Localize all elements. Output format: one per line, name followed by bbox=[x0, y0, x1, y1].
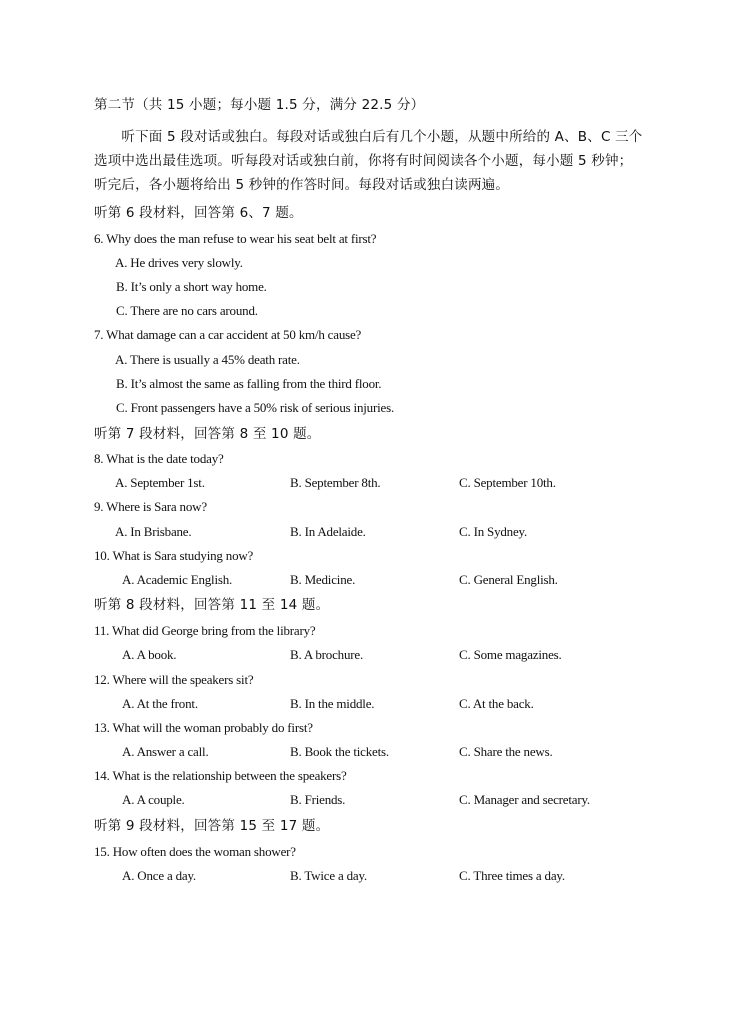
option-c: C. Three times a day. bbox=[459, 868, 565, 883]
option-b: B. A brochure. bbox=[290, 647, 364, 662]
group-label: 听第 9 段材料，回答第 15 至 17 题。 bbox=[94, 818, 330, 834]
option-c: C. There are no cars around. bbox=[116, 303, 258, 318]
option-a: A. In Brisbane. bbox=[115, 524, 192, 539]
option-c: C. Some magazines. bbox=[459, 647, 562, 662]
instruction-line-2: 选项中选出最佳选项。听每段对话或独白前，你将有时间阅读各个小题，每小题 5 秒钟； bbox=[94, 153, 633, 169]
option-c: C. September 10th. bbox=[459, 475, 556, 490]
question-stem: 12. Where will the speakers sit? bbox=[94, 672, 254, 687]
option-a: A. There is usually a 45% death rate. bbox=[115, 352, 300, 367]
option-b: B. In the middle. bbox=[290, 696, 375, 711]
option-b: B. Medicine. bbox=[290, 572, 356, 587]
question-stem: 7. What damage can a car accident at 50 km/h cause? bbox=[94, 327, 362, 342]
option-a: A. A book. bbox=[122, 647, 177, 662]
question-stem: 8. What is the date today? bbox=[94, 451, 224, 466]
question-stem: 6. Why does the man refuse to wear his seat belt at first? bbox=[94, 231, 377, 246]
group-label: 听第 7 段材料，回答第 8 至 10 题。 bbox=[94, 426, 321, 442]
option-b: B. Twice a day. bbox=[290, 868, 367, 883]
option-c: C. Manager and secretary. bbox=[459, 792, 590, 807]
question-stem: 11. What did George bring from the library? bbox=[94, 623, 316, 638]
question-stem: 9. Where is Sara now? bbox=[94, 499, 207, 514]
question-stem: 10. What is Sara studying now? bbox=[94, 548, 254, 563]
option-c: C. In Sydney. bbox=[459, 524, 528, 539]
option-a: A. A couple. bbox=[122, 792, 185, 807]
instruction-line-3: 听完后，各小题将给出 5 秒钟的作答时间。每段对话或独白读两遍。 bbox=[94, 177, 510, 193]
option-a: A. Academic English. bbox=[122, 572, 233, 587]
option-a: A. Once a day. bbox=[122, 868, 196, 883]
question-stem: 14. What is the relationship between the speakers? bbox=[94, 768, 347, 783]
question-stem: 13. What will the woman probably do first? bbox=[94, 720, 313, 735]
group-label: 听第 8 段材料，回答第 11 至 14 题。 bbox=[94, 597, 330, 613]
option-b: B. It’s only a short way home. bbox=[116, 279, 267, 294]
option-a: A. September 1st. bbox=[115, 475, 205, 490]
option-c: C. General English. bbox=[459, 572, 558, 587]
option-a: A. He drives very slowly. bbox=[115, 255, 243, 270]
option-c: C. Front passengers have a 50% risk of serious injuries. bbox=[116, 400, 394, 415]
option-c: C. Share the news. bbox=[459, 744, 553, 759]
instruction-line-1: 听下面 5 段对话或独白。每段对话或独白后有几个小题，从题中所给的 A、B、C 三个 bbox=[94, 129, 643, 145]
section-heading: 第二节（共 15 小题；每小题 1.5 分，满分 22.5 分） bbox=[94, 97, 425, 113]
option-b: B. In Adelaide. bbox=[290, 524, 366, 539]
group-label: 听第 6 段材料，回答第 6、7 题。 bbox=[94, 205, 303, 221]
option-a: A. At the front. bbox=[122, 696, 198, 711]
option-b: B. It’s almost the same as falling from the third floor. bbox=[116, 376, 382, 391]
option-b: B. September 8th. bbox=[290, 475, 381, 490]
option-c: C. At the back. bbox=[459, 696, 534, 711]
question-stem: 15. How often does the woman shower? bbox=[94, 844, 296, 859]
option-b: B. Friends. bbox=[290, 792, 346, 807]
option-b: B. Book the tickets. bbox=[290, 744, 389, 759]
option-a: A. Answer a call. bbox=[122, 744, 209, 759]
